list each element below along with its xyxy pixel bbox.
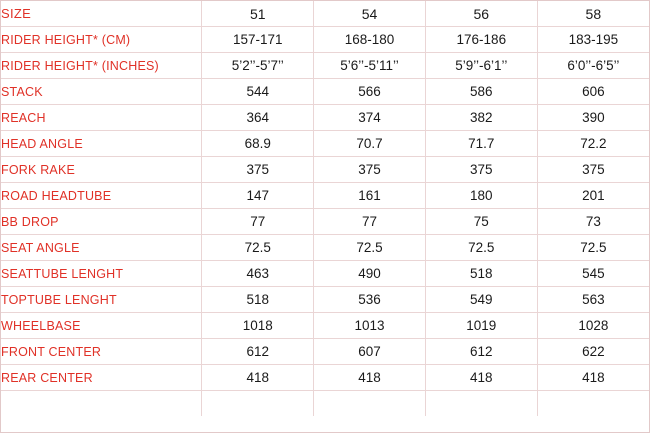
header-cell-size-51: 51 — [202, 1, 314, 27]
table-row — [1, 27, 649, 53]
table-row — [1, 235, 649, 261]
table-cell: 161 — [314, 183, 426, 209]
row-label: RIDER HEIGHT* (CM) — [1, 27, 202, 53]
table-cell: 77 — [314, 209, 426, 235]
table-cell: 70.7 — [314, 131, 426, 157]
table-cell: 77 — [202, 209, 314, 235]
table-cell: 72.5 — [314, 235, 426, 261]
table-cell: 518 — [202, 287, 314, 313]
row-label: STACK — [1, 79, 202, 105]
table-cell: 75 — [425, 209, 537, 235]
header-cell-size-54: 54 — [314, 1, 426, 27]
table-row — [1, 79, 649, 105]
spacer-cell — [425, 391, 537, 417]
table-cell: 5’9’’-6’1’’ — [425, 53, 537, 79]
row-label: HEAD ANGLE — [1, 131, 202, 157]
table-cell: 566 — [314, 79, 426, 105]
table-cell: 201 — [537, 183, 649, 209]
table-row-spacer — [1, 391, 649, 417]
table-cell: 180 — [425, 183, 537, 209]
table-cell: 157-171 — [202, 27, 314, 53]
table-body — [1, 27, 649, 417]
table-cell: 536 — [314, 287, 426, 313]
row-label: BB DROP — [1, 209, 202, 235]
table-row — [1, 365, 649, 391]
table-cell: 72.5 — [537, 235, 649, 261]
table-row — [1, 313, 649, 339]
table-cell: 375 — [314, 157, 426, 183]
table-cell: 5’2’’-5’7’’ — [202, 53, 314, 79]
table-cell: 6’0’’-6’5’’ — [537, 53, 649, 79]
table-cell: 612 — [202, 339, 314, 365]
table-row — [1, 287, 649, 313]
row-label: SEAT ANGLE — [1, 235, 202, 261]
table-cell: 518 — [425, 261, 537, 287]
row-label: REACH — [1, 105, 202, 131]
table-cell: 490 — [314, 261, 426, 287]
table-cell: 168-180 — [314, 27, 426, 53]
table-row — [1, 261, 649, 287]
row-label: FRONT CENTER — [1, 339, 202, 365]
table-cell: 545 — [537, 261, 649, 287]
spacer-cell — [314, 391, 426, 417]
header-cell-size-58: 58 — [537, 1, 649, 27]
table-cell: 183-195 — [537, 27, 649, 53]
table-cell: 71.7 — [425, 131, 537, 157]
table-cell: 73 — [537, 209, 649, 235]
row-label: REAR CENTER — [1, 365, 202, 391]
row-label: RIDER HEIGHT* (INCHES) — [1, 53, 202, 79]
header-cell-size-56: 56 — [425, 1, 537, 27]
row-label: SEATTUBE LENGHT — [1, 261, 202, 287]
table-cell: 563 — [537, 287, 649, 313]
table-cell: 418 — [314, 365, 426, 391]
table-cell: 72.5 — [425, 235, 537, 261]
table-cell: 374 — [314, 105, 426, 131]
table-cell: 72.2 — [537, 131, 649, 157]
table-cell: 418 — [425, 365, 537, 391]
table-cell: 375 — [537, 157, 649, 183]
table-cell: 606 — [537, 79, 649, 105]
table-cell: 1018 — [202, 313, 314, 339]
table-header — [1, 1, 649, 27]
table-cell: 612 — [425, 339, 537, 365]
table-cell: 418 — [202, 365, 314, 391]
table-cell: 1013 — [314, 313, 426, 339]
table-row — [1, 105, 649, 131]
table-cell: 382 — [425, 105, 537, 131]
table-cell: 375 — [425, 157, 537, 183]
table-row — [1, 157, 649, 183]
table-cell: 147 — [202, 183, 314, 209]
row-label: FORK RAKE — [1, 157, 202, 183]
table-row — [1, 53, 649, 79]
table-cell: 418 — [537, 365, 649, 391]
table-cell: 1019 — [425, 313, 537, 339]
table-row — [1, 209, 649, 235]
table-cell: 375 — [202, 157, 314, 183]
table-cell: 544 — [202, 79, 314, 105]
spacer-cell — [1, 391, 202, 417]
row-label: ROAD HEADTUBE — [1, 183, 202, 209]
spacer-cell — [202, 391, 314, 417]
table-row — [1, 183, 649, 209]
table-cell: 364 — [202, 105, 314, 131]
table-row — [1, 131, 649, 157]
table-header-row — [1, 1, 649, 27]
table-cell: 622 — [537, 339, 649, 365]
table-row — [1, 339, 649, 365]
table-cell: 607 — [314, 339, 426, 365]
table-cell: 586 — [425, 79, 537, 105]
geometry-table — [1, 1, 649, 416]
table-cell: 1028 — [537, 313, 649, 339]
table-cell: 5’6’’-5’11’’ — [314, 53, 426, 79]
row-label: TOPTUBE LENGHT — [1, 287, 202, 313]
spacer-cell — [537, 391, 649, 417]
table-cell: 176-186 — [425, 27, 537, 53]
header-cell-size: SIZE — [1, 1, 202, 27]
row-label: WHEELBASE — [1, 313, 202, 339]
table-cell: 463 — [202, 261, 314, 287]
table-cell: 72.5 — [202, 235, 314, 261]
table-cell: 390 — [537, 105, 649, 131]
table-cell: 549 — [425, 287, 537, 313]
table-cell: 68.9 — [202, 131, 314, 157]
